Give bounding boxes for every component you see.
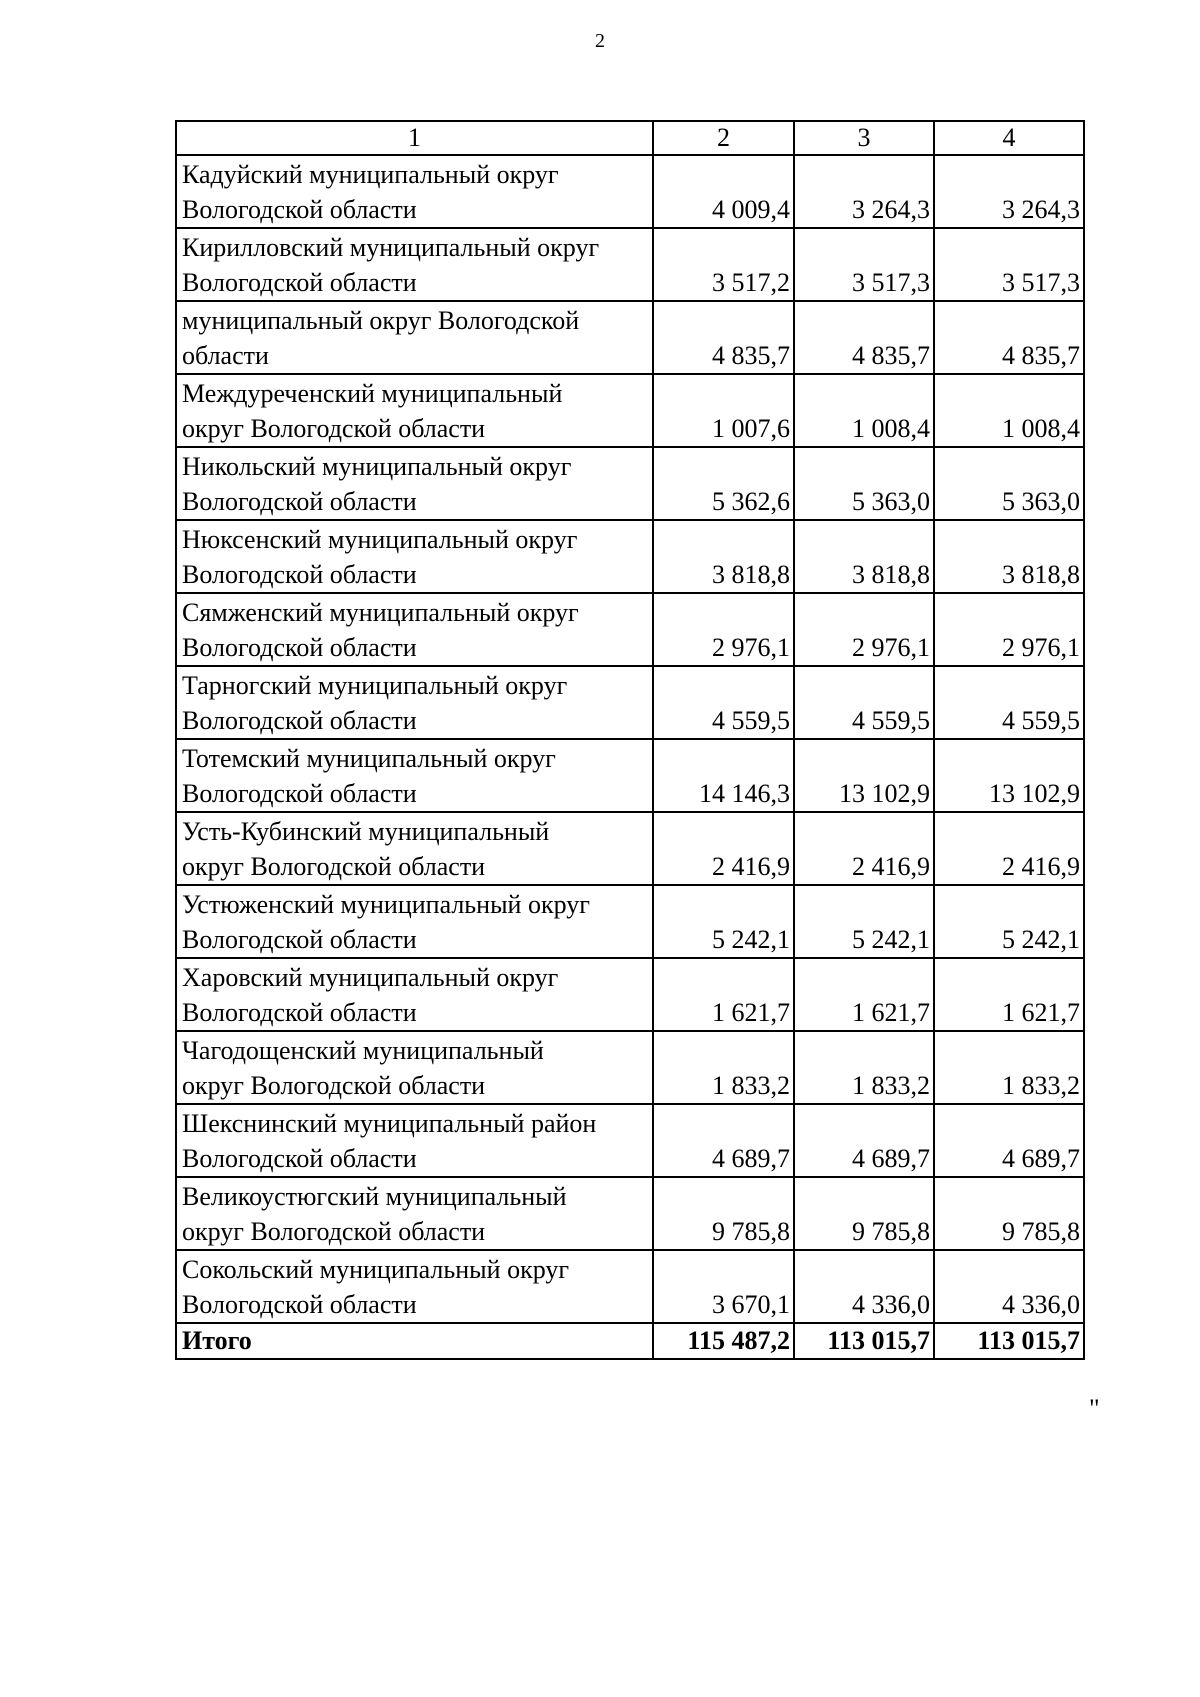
municipality-name-line: Вологодской области — [182, 560, 417, 589]
municipality-name-line: Усть-Кубинский муниципальный — [182, 817, 550, 846]
total-row — [176, 1323, 1084, 1359]
municipality-name-line: Вологодской области — [182, 706, 417, 735]
value-cell: 4 835,7 — [794, 301, 934, 374]
value-cell: 3 264,3 — [934, 155, 1084, 228]
municipality-name — [176, 1177, 653, 1250]
municipality-name — [176, 520, 653, 593]
value-cell: 1 008,4 — [794, 374, 934, 447]
municipality-name-line: Вологодской области — [182, 998, 417, 1027]
municipality-name-line: Вологодской области — [182, 1144, 417, 1173]
municipality-name — [176, 447, 653, 520]
municipality-name — [176, 374, 653, 447]
municipality-name-line: Шекснинский муниципальный район — [182, 1109, 597, 1138]
municipality-name — [176, 593, 653, 666]
municipality-name-line: Вологодской области — [182, 925, 417, 954]
value-cell: 5 363,0 — [794, 447, 934, 520]
total-value-cell: 115 487,2 — [653, 1323, 794, 1359]
page-number: 2 — [595, 30, 605, 52]
municipality-name-line: Кирилловский муниципальный округ — [182, 233, 600, 262]
table-row — [176, 593, 1084, 666]
value-cell: 3 517,2 — [653, 228, 794, 301]
municipality-name — [176, 155, 653, 228]
value-cell: 3 818,8 — [794, 520, 934, 593]
budget-table — [175, 120, 1085, 1360]
municipality-name-line: Вологодской области — [182, 487, 417, 516]
table-row — [176, 520, 1084, 593]
value-cell: 4 559,5 — [653, 666, 794, 739]
municipality-name-line: Тарногский муниципальный округ — [182, 671, 568, 700]
total-value-cell: 113 015,7 — [934, 1323, 1084, 1359]
municipality-name — [176, 301, 653, 374]
value-cell: 1 833,2 — [794, 1031, 934, 1104]
value-cell: 1 621,7 — [934, 958, 1084, 1031]
value-cell: 5 242,1 — [653, 885, 794, 958]
value-cell: 9 785,8 — [934, 1177, 1084, 1250]
value-cell: 5 242,1 — [934, 885, 1084, 958]
municipality-name — [176, 958, 653, 1031]
total-value-cell: 113 015,7 — [794, 1323, 934, 1359]
value-cell: 1 833,2 — [653, 1031, 794, 1104]
value-cell: 3 517,3 — [794, 228, 934, 301]
municipality-name-line: Никольский муниципальный округ — [182, 452, 572, 481]
value-cell: 4 689,7 — [934, 1104, 1084, 1177]
municipality-name — [176, 228, 653, 301]
municipality-name-line: Вологодской области — [182, 779, 417, 808]
value-cell: 2 976,1 — [653, 593, 794, 666]
municipality-name-line: муниципальный округ Вологодской — [182, 306, 580, 335]
table-header-row — [176, 121, 1084, 155]
municipality-name — [176, 1104, 653, 1177]
municipality-name — [176, 1250, 653, 1323]
column-header: 2 — [653, 121, 794, 155]
value-cell: 4 559,5 — [934, 666, 1084, 739]
municipality-name-line: округ Вологодской области — [182, 414, 486, 443]
municipality-name-line: округ Вологодской области — [182, 1217, 486, 1246]
value-cell: 4 336,0 — [794, 1250, 934, 1323]
table-body — [176, 121, 1084, 1359]
municipality-name-line: Междуреченский муниципальный — [182, 379, 563, 408]
table-row — [176, 1031, 1084, 1104]
closing-quote: " — [1089, 1394, 1100, 1423]
value-cell: 5 363,0 — [934, 447, 1084, 520]
value-cell: 1 621,7 — [794, 958, 934, 1031]
column-header: 3 — [794, 121, 934, 155]
value-cell: 2 416,9 — [794, 812, 934, 885]
municipality-name-line: Кадуйский муниципальный округ — [182, 160, 559, 189]
value-cell: 4 689,7 — [794, 1104, 934, 1177]
municipality-name-line: области — [182, 341, 269, 370]
value-cell: 14 146,3 — [653, 739, 794, 812]
municipality-name-line: Вологодской области — [182, 1290, 417, 1319]
municipality-name-line: Устюженский муниципальный округ — [182, 890, 590, 919]
value-cell: 3 517,3 — [934, 228, 1084, 301]
municipality-name-line: округ Вологодской области — [182, 1071, 486, 1100]
value-cell: 4 009,4 — [653, 155, 794, 228]
value-cell: 4 835,7 — [653, 301, 794, 374]
value-cell: 2 976,1 — [934, 593, 1084, 666]
value-cell: 2 416,9 — [653, 812, 794, 885]
table-row — [176, 812, 1084, 885]
value-cell: 3 818,8 — [653, 520, 794, 593]
municipality-name-line: Нюксенский муниципальный округ — [182, 525, 578, 554]
value-cell: 3 670,1 — [653, 1250, 794, 1323]
value-cell: 13 102,9 — [934, 739, 1084, 812]
municipality-name — [176, 666, 653, 739]
value-cell: 4 689,7 — [653, 1104, 794, 1177]
municipality-name-line: Вологодской области — [182, 633, 417, 662]
table-row — [176, 374, 1084, 447]
value-cell: 4 336,0 — [934, 1250, 1084, 1323]
table-row — [176, 1177, 1084, 1250]
value-cell: 5 242,1 — [794, 885, 934, 958]
table-row — [176, 1104, 1084, 1177]
table-row — [176, 958, 1084, 1031]
column-header: 4 — [934, 121, 1084, 155]
table-row — [176, 301, 1084, 374]
value-cell: 4 559,5 — [794, 666, 934, 739]
column-header: 1 — [176, 121, 653, 155]
municipality-name-line: Великоустюгский муниципальный — [182, 1182, 567, 1211]
value-cell: 13 102,9 — [794, 739, 934, 812]
value-cell: 1 621,7 — [653, 958, 794, 1031]
municipality-name-line: Вологодской области — [182, 195, 417, 224]
value-cell: 5 362,6 — [653, 447, 794, 520]
value-cell: 2 416,9 — [934, 812, 1084, 885]
value-cell: 3 818,8 — [934, 520, 1084, 593]
municipality-name-line: Сокольский муниципальный округ — [182, 1255, 570, 1284]
table-row — [176, 155, 1084, 228]
table-row — [176, 885, 1084, 958]
municipality-name — [176, 812, 653, 885]
value-cell: 1 007,6 — [653, 374, 794, 447]
value-cell: 3 264,3 — [794, 155, 934, 228]
table-row — [176, 447, 1084, 520]
municipality-name-line: Харовский муниципальный округ — [182, 963, 559, 992]
table-row — [176, 228, 1084, 301]
table-row — [176, 739, 1084, 812]
value-cell: 9 785,8 — [653, 1177, 794, 1250]
municipality-name — [176, 885, 653, 958]
table-row — [176, 1250, 1084, 1323]
value-cell: 1 008,4 — [934, 374, 1084, 447]
table-row — [176, 666, 1084, 739]
municipality-name-line: Чагодощенский муниципальный — [182, 1036, 544, 1065]
value-cell: 9 785,8 — [794, 1177, 934, 1250]
value-cell: 2 976,1 — [794, 593, 934, 666]
value-cell: 1 833,2 — [934, 1031, 1084, 1104]
total-label: Итого — [176, 1323, 653, 1359]
municipality-name — [176, 1031, 653, 1104]
municipality-name-line: Сямженский муниципальный округ — [182, 598, 579, 627]
value-cell: 4 835,7 — [934, 301, 1084, 374]
municipality-name — [176, 739, 653, 812]
municipality-name-line: Тотемский муниципальный округ — [182, 744, 556, 773]
municipality-name-line: округ Вологодской области — [182, 852, 486, 881]
municipality-name-line: Вологодской области — [182, 268, 417, 297]
